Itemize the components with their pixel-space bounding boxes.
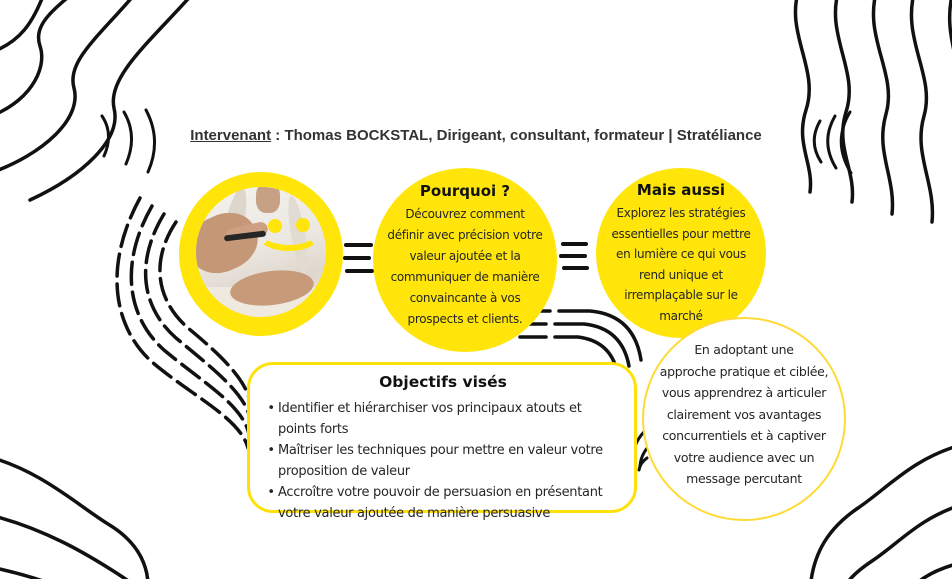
speaker-name: Thomas BOCKSTAL, Dirigeant, consultant, formateur | Stratéliance [284, 127, 762, 144]
circle-mais-aussi-line: rend unique et [639, 267, 723, 282]
circle-pourquoi-line: prospects et clients. [407, 312, 523, 326]
circle-pourquoi-line: Découvrez comment [405, 207, 525, 221]
photo-circle [179, 172, 343, 336]
objectives-title: Objectifs visés [379, 373, 507, 391]
circle-pourquoi-line: convaincante à vos [409, 291, 521, 305]
objectives-box [247, 362, 637, 521]
equal-bars-right [561, 244, 587, 268]
objective-item [264, 398, 622, 440]
bullet-icon: • [267, 485, 275, 500]
circle-mais-aussi-line: marché [659, 308, 703, 323]
circle-pourquoi-title: Pourquoi ? [419, 182, 511, 200]
objective-text: Maîtriser les techniques pour mettre en valeur votre proposition de valeur [278, 443, 603, 479]
objective-text: Identifier et hiérarchiser vos principaux atouts et points forts [278, 401, 582, 437]
circle-pourquoi [373, 168, 557, 352]
circle-mais-aussi-title: Mais aussi [636, 181, 726, 199]
circle-approche-line: approche pratique et ciblée, [659, 363, 829, 379]
circle-mais-aussi [596, 168, 766, 338]
speaker-separator: : [271, 127, 285, 144]
circle-approche [642, 317, 846, 521]
equal-bars-left [345, 245, 372, 271]
smiley-mouth [257, 217, 321, 251]
circle-pourquoi-line: communiquer de manière [390, 270, 540, 284]
circle-mais-aussi-line: en lumière ce qui vous [616, 247, 746, 261]
circle-approche-line: concurrentiels et à captiver [662, 428, 826, 443]
circle-approche-line: vous apprendrez à articuler [661, 385, 827, 400]
person-photo [196, 187, 326, 317]
circle-mais-aussi-line: essentielles pour mettre [611, 226, 751, 241]
bullet-icon: • [267, 443, 275, 458]
slide-title [0, 127, 952, 144]
objective-item [264, 482, 622, 524]
circle-mais-aussi-line: Explorez les stratégies [616, 206, 746, 220]
bullet-icon: • [267, 401, 275, 416]
speaker-label: Intervenant [190, 127, 272, 144]
circle-pourquoi-line: valeur ajoutée et la [409, 249, 521, 263]
person-neck [256, 187, 280, 213]
wavy-lines-top-right [795, 0, 952, 232]
drawing-hand [196, 203, 266, 283]
circle-approche-line: clairement vos avantages [666, 406, 822, 422]
circle-pourquoi-line: définir avec précision votre [387, 228, 543, 242]
circle-mais-aussi-line: irremplaçable sur le [624, 288, 738, 302]
circle-approche-line: votre audience avec un [673, 449, 815, 465]
objective-text: Accroître votre pouvoir de persuasion en présentant votre valeur ajoutée de manière persuasive [278, 485, 603, 521]
circle-approche-line: En adoptant une [694, 342, 794, 357]
objective-item [264, 440, 622, 482]
wavy-lines-top-left [0, 0, 196, 200]
circle-approche-line: message percutant [686, 471, 802, 486]
wavy-lines-bottom-left [0, 456, 148, 579]
